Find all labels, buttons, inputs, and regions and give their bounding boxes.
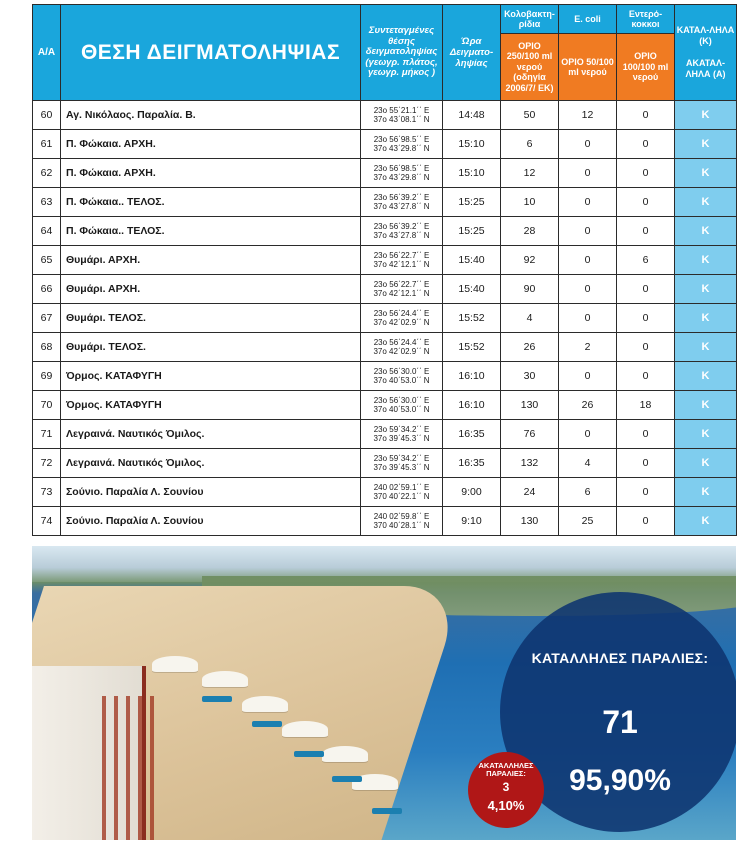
coordinate-longitude: 23ο 56΄22.7΄΄ Ε [373, 279, 430, 289]
cell-ecoli: 0 [559, 304, 617, 333]
coordinate-latitude: 37ο 43΄27.8΄΄ Ν [373, 202, 430, 211]
cell-site: Σούνιο. Παραλία Λ. Σουνίου [61, 478, 361, 507]
cell-suitability: Κ [675, 304, 737, 333]
cell-coliforms: 50 [501, 101, 559, 130]
table-row [33, 391, 737, 420]
cell-site: Π. Φώκαια.. ΤΕΛΟΣ. [61, 217, 361, 246]
beach-photo [32, 546, 736, 840]
cell-coordinates [361, 188, 443, 217]
cell-time: 16:35 [443, 420, 501, 449]
cell-coliforms: 6 [501, 130, 559, 159]
cell-aa: 70 [33, 391, 61, 420]
suitable-beaches-count: 71 [602, 704, 638, 740]
unsuitable-beaches-percent: 4,10% [487, 798, 525, 813]
cell-suitability: Κ [675, 246, 737, 275]
cell-coliforms: 90 [501, 275, 559, 304]
cell-enterococci: 0 [617, 304, 675, 333]
coordinate-longitude: 23ο 59΄34.2΄΄ Ε [373, 424, 430, 434]
coordinate-latitude: 370 40΄22.1΄΄ Ν [373, 492, 430, 501]
cell-ecoli: 26 [559, 391, 617, 420]
unsuitable-beaches-count: 3 [502, 780, 510, 794]
cell-site: Θυμάρι. ΤΕΛΟΣ. [61, 304, 361, 333]
cell-coordinates [361, 217, 443, 246]
cell-aa: 65 [33, 246, 61, 275]
unsuitable-beaches-label: ΑΚΑΤΑΛΛΗΛΕΣ ΠΑΡΑΛΙΕΣ: [478, 761, 534, 778]
coordinate-latitude: 37ο 42΄12.1΄΄ Ν [373, 289, 430, 298]
cell-coliforms: 92 [501, 246, 559, 275]
cell-site: Θυμάρι. ΑΡΧΗ. [61, 246, 361, 275]
cell-time: 9:00 [443, 478, 501, 507]
cell-ecoli: 0 [559, 130, 617, 159]
cell-site: Θυμάρι. ΤΕΛΟΣ. [61, 333, 361, 362]
coordinate-latitude: 37ο 40΄53.0΄΄ Ν [373, 376, 430, 385]
cell-coordinates [361, 333, 443, 362]
col-header-site: ΘΕΣΗ ΔΕΙΓΜΑΤΟΛΗΨΙΑΣ [61, 5, 361, 101]
table-row [33, 362, 737, 391]
cell-coliforms: 76 [501, 420, 559, 449]
table-row [33, 246, 737, 275]
cell-suitability: Κ [675, 130, 737, 159]
table-row [33, 478, 737, 507]
col-header-suitability: ΚΑΤΑΛ-ΛΗΛΑ (Κ) ΑΚΑΤΑΛ-ΛΗΛΑ (Α) [675, 5, 737, 101]
cell-suitability: Κ [675, 333, 737, 362]
cell-enterococci: 0 [617, 478, 675, 507]
cell-coordinates [361, 449, 443, 478]
cell-enterococci: 18 [617, 391, 675, 420]
table-row [33, 217, 737, 246]
table-row [33, 420, 737, 449]
coordinate-latitude: 37ο 43΄29.8΄΄ Ν [373, 173, 430, 182]
col-header-coordinates: Συντεταγμένες θέσης δειγματοληψίας (γεωγρ. πλάτος, γεωγρ. μήκος ) [361, 5, 443, 101]
cell-aa: 66 [33, 275, 61, 304]
coordinate-longitude: 23ο 56΄22.7΄΄ Ε [373, 250, 430, 260]
header-row-top [33, 5, 737, 34]
cell-coordinates [361, 478, 443, 507]
sun-lounger [372, 808, 402, 814]
coordinate-longitude: 23ο 56΄39.2΄΄ Ε [373, 221, 430, 231]
cell-coordinates [361, 159, 443, 188]
cell-aa: 60 [33, 101, 61, 130]
cell-coordinates [361, 275, 443, 304]
cell-aa: 62 [33, 159, 61, 188]
unsuitable-beaches-badge [468, 752, 544, 828]
cell-suitability: Κ [675, 449, 737, 478]
cell-aa: 67 [33, 304, 61, 333]
cell-time: 15:52 [443, 304, 501, 333]
cell-suitability: Κ [675, 420, 737, 449]
table-body [33, 101, 737, 536]
coordinate-latitude: 37ο 42΄02.9΄΄ Ν [373, 318, 430, 327]
col-header-enterococci-limit: ΟΡΙΟ 100/100 ml νερού [617, 34, 675, 101]
table-row [33, 130, 737, 159]
cell-enterococci: 0 [617, 420, 675, 449]
beach-umbrella [322, 746, 368, 762]
cell-ecoli: 0 [559, 275, 617, 304]
cell-site: Όρμος. ΚΑΤΑΦΥΓΗ [61, 391, 361, 420]
cell-coliforms: 26 [501, 333, 559, 362]
coordinate-latitude: 37ο 43΄08.1΄΄ Ν [373, 115, 430, 124]
coordinate-longitude: 23ο 55΄21.1΄΄ Ε [373, 105, 430, 115]
coordinate-latitude: 37ο 43΄27.8΄΄ Ν [373, 231, 430, 240]
cell-ecoli: 0 [559, 217, 617, 246]
coordinate-latitude: 370 40΄28.1΄΄ Ν [373, 521, 430, 530]
cell-ecoli: 0 [559, 188, 617, 217]
cell-coordinates [361, 304, 443, 333]
cell-enterococci: 0 [617, 130, 675, 159]
cell-enterococci: 0 [617, 188, 675, 217]
cell-enterococci: 0 [617, 101, 675, 130]
cell-ecoli: 0 [559, 362, 617, 391]
coordinate-longitude: 23ο 56΄24.4΄΄ Ε [373, 337, 430, 347]
col-header-enterococci: Εντερό-κοκκοι [617, 5, 675, 34]
cell-enterococci: 0 [617, 507, 675, 536]
beach-umbrella [282, 721, 328, 737]
cell-suitability: Κ [675, 391, 737, 420]
cell-coordinates [361, 130, 443, 159]
cell-ecoli: 2 [559, 333, 617, 362]
beach-umbrella [242, 696, 288, 712]
cell-coliforms: 130 [501, 391, 559, 420]
col-header-ecoli: E. coli [559, 5, 617, 34]
cell-enterococci: 0 [617, 217, 675, 246]
coordinate-latitude: 37ο 40΄53.0΄΄ Ν [373, 405, 430, 414]
cell-enterococci: 6 [617, 246, 675, 275]
cell-coordinates [361, 391, 443, 420]
cell-aa: 74 [33, 507, 61, 536]
cell-suitability: Κ [675, 217, 737, 246]
cell-time: 14:48 [443, 101, 501, 130]
cell-time: 9:10 [443, 507, 501, 536]
cell-ecoli: 0 [559, 246, 617, 275]
beach-umbrella [202, 671, 248, 687]
cell-aa: 61 [33, 130, 61, 159]
cell-time: 15:40 [443, 275, 501, 304]
beach-umbrella [152, 656, 198, 672]
cell-coliforms: 28 [501, 217, 559, 246]
cell-aa: 68 [33, 333, 61, 362]
cell-time: 15:52 [443, 333, 501, 362]
col-header-aa: Α/Α [33, 5, 61, 101]
coordinate-latitude: 37ο 42΄02.9΄΄ Ν [373, 347, 430, 356]
coordinate-latitude: 37ο 42΄12.1΄΄ Ν [373, 260, 430, 269]
cell-enterococci: 0 [617, 449, 675, 478]
col-header-coliforms: Κολοβακτη-ρίδια [501, 5, 559, 34]
coordinate-latitude: 37ο 39΄45.3΄΄ Ν [373, 463, 430, 472]
cell-site: Λεγραινά. Ναυτικός Όμιλος. [61, 420, 361, 449]
sun-lounger [294, 751, 324, 757]
cell-enterococci: 0 [617, 275, 675, 304]
cell-ecoli: 0 [559, 420, 617, 449]
cell-site: Σούνιο. Παραλία Λ. Σουνίου [61, 507, 361, 536]
cell-aa: 71 [33, 420, 61, 449]
cell-site: Λεγραινά. Ναυτικός Όμιλος. [61, 449, 361, 478]
cell-enterococci: 0 [617, 362, 675, 391]
cell-coordinates [361, 420, 443, 449]
coordinate-longitude: 23ο 56΄98.5΄΄ Ε [373, 163, 430, 173]
cell-suitability: Κ [675, 101, 737, 130]
cell-ecoli: 4 [559, 449, 617, 478]
table-row [33, 507, 737, 536]
cell-enterococci: 0 [617, 159, 675, 188]
cell-suitability: Κ [675, 507, 737, 536]
cell-time: 15:25 [443, 188, 501, 217]
cell-coliforms: 24 [501, 478, 559, 507]
col-header-time: Ώρα Δειγματο-ληψίας [443, 5, 501, 101]
coordinate-latitude: 37ο 39΄45.3΄΄ Ν [373, 434, 430, 443]
cell-aa: 73 [33, 478, 61, 507]
coordinate-longitude: 240 02΄59.1΄΄ Ε [373, 482, 430, 492]
coordinate-longitude: 23ο 59΄34.2΄΄ Ε [373, 453, 430, 463]
cell-site: Όρμος. ΚΑΤΑΦΥΓΗ [61, 362, 361, 391]
cell-ecoli: 6 [559, 478, 617, 507]
coordinate-longitude: 240 02΄59.8΄΄ Ε [373, 511, 430, 521]
cell-enterococci: 0 [617, 333, 675, 362]
coordinate-longitude: 23ο 56΄24.4΄΄ Ε [373, 308, 430, 318]
coordinate-longitude: 23ο 56΄39.2΄΄ Ε [373, 192, 430, 202]
table-row [33, 101, 737, 130]
sun-lounger [332, 776, 362, 782]
col-header-ecoli-limit: ΟΡΙΟ 50/100 ml νερού [559, 34, 617, 101]
cell-suitability: Κ [675, 159, 737, 188]
cell-aa: 64 [33, 217, 61, 246]
cell-ecoli: 25 [559, 507, 617, 536]
cell-time: 15:40 [443, 246, 501, 275]
coordinate-longitude: 23ο 56΄30.0΄΄ Ε [373, 366, 430, 376]
cell-time: 16:10 [443, 362, 501, 391]
cell-coordinates [361, 246, 443, 275]
cell-ecoli: 0 [559, 159, 617, 188]
table-row [33, 333, 737, 362]
table-row [33, 159, 737, 188]
cell-aa: 63 [33, 188, 61, 217]
cell-coordinates [361, 101, 443, 130]
cell-suitability: Κ [675, 478, 737, 507]
cell-site: Π. Φώκαια. ΑΡΧΗ. [61, 130, 361, 159]
results-page [32, 4, 736, 536]
cell-coliforms: 132 [501, 449, 559, 478]
cell-coordinates [361, 507, 443, 536]
cell-coliforms: 10 [501, 188, 559, 217]
table-row [33, 449, 737, 478]
coordinate-longitude: 23ο 56΄98.5΄΄ Ε [373, 134, 430, 144]
cell-site: Π. Φώκαια.. ΤΕΛΟΣ. [61, 188, 361, 217]
cell-time: 16:35 [443, 449, 501, 478]
table-row [33, 304, 737, 333]
suitable-beaches-percent: 95,90% [569, 764, 671, 797]
table-row [33, 188, 737, 217]
sun-lounger [202, 696, 232, 702]
cell-time: 15:25 [443, 217, 501, 246]
cell-coordinates [361, 362, 443, 391]
cell-time: 15:10 [443, 130, 501, 159]
cell-suitability: Κ [675, 188, 737, 217]
suitable-beaches-label: ΚΑΤΑΛΛΗΛΕΣ ΠΑΡΑΛΙΕΣ: [531, 650, 709, 666]
sampling-results-table [32, 4, 737, 536]
cell-site: Αγ. Νικόλαος. Παραλία. Β. [61, 101, 361, 130]
sun-lounger [252, 721, 282, 727]
cell-coliforms: 130 [501, 507, 559, 536]
cell-coliforms: 12 [501, 159, 559, 188]
cell-site: Θυμάρι. ΑΡΧΗ. [61, 275, 361, 304]
cell-site: Π. Φώκαια. ΑΡΧΗ. [61, 159, 361, 188]
cell-time: 15:10 [443, 159, 501, 188]
cell-coliforms: 4 [501, 304, 559, 333]
cell-suitability: Κ [675, 362, 737, 391]
cell-time: 16:10 [443, 391, 501, 420]
table-row [33, 275, 737, 304]
cell-coliforms: 30 [501, 362, 559, 391]
coordinate-longitude: 23ο 56΄30.0΄΄ Ε [373, 395, 430, 405]
col-header-coliforms-limit: ΟΡΙΟ 250/100 ml νερού (οδηγία 2006/7/ ΕΚ) [501, 34, 559, 101]
coordinate-latitude: 37ο 43΄29.8΄΄ Ν [373, 144, 430, 153]
cell-aa: 69 [33, 362, 61, 391]
red-railing [102, 696, 162, 840]
cell-suitability: Κ [675, 275, 737, 304]
cell-aa: 72 [33, 449, 61, 478]
cell-ecoli: 12 [559, 101, 617, 130]
